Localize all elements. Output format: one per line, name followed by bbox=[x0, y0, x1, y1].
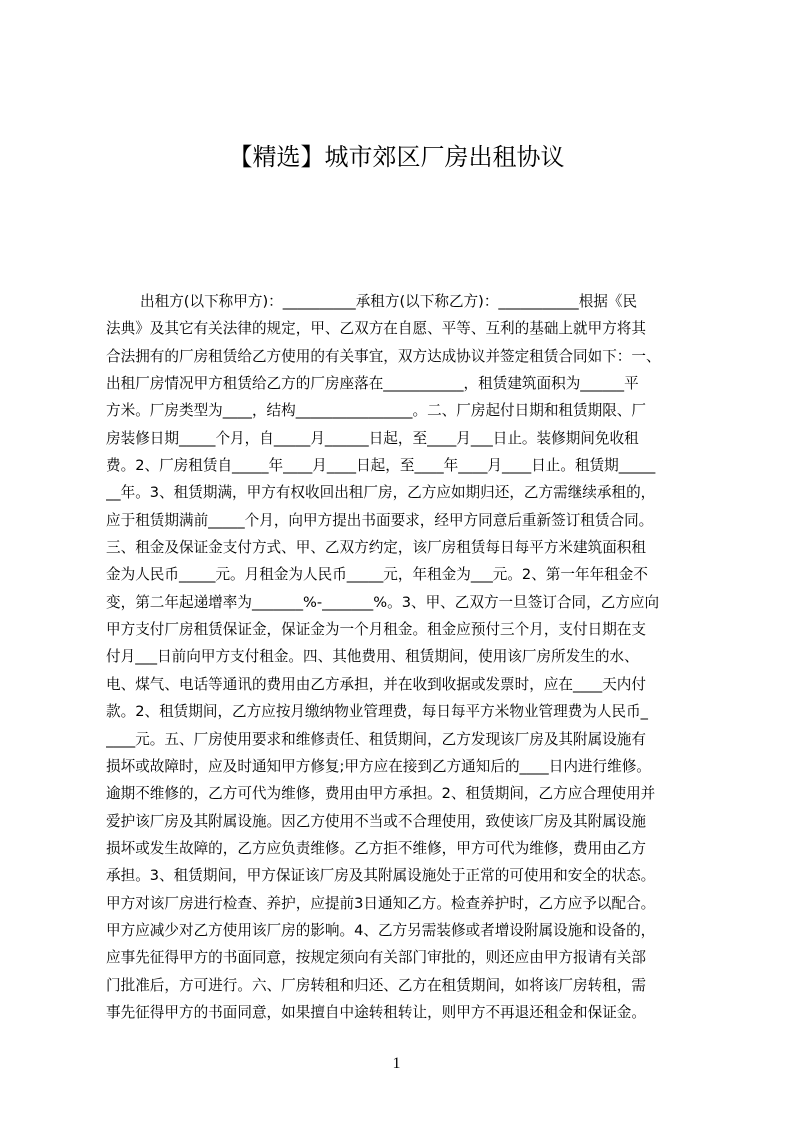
body-line: 甲方对该厂房进行检查、养护，应提前3日通知乙方。检查养护时，乙方应予以配合。 bbox=[106, 894, 656, 912]
body-line: 出租厂房情况甲方租赁给乙方的厂房座落在___________，租赁建筑面积为______平 bbox=[106, 375, 639, 393]
document-title: 【精选】城市郊区厂房出租协议 bbox=[228, 143, 565, 171]
body-line: 承担。3、租赁期间，甲方保证该厂房及其附属设施处于正常的可使用和安全的状态。 bbox=[106, 867, 656, 885]
body-line: 费。2、厂房租赁自_____年____月____日起，至____年____月____日止。租赁期_____ bbox=[106, 457, 656, 475]
body-line: 事先征得甲方的书面同意，如果擅自中途转租转让，则甲方不再退还租金和保证金。 bbox=[106, 1003, 646, 1021]
body-line: 法典》及其它有关法律的规定，甲、乙双方在自愿、平等、互利的基础上就甲方将其 bbox=[106, 320, 646, 338]
body-line: 损坏或故障时，应及时通知甲方修复;甲方应在接到乙方通知后的____日内进行维修。 bbox=[106, 757, 651, 775]
body-line: 付月___日前向甲方支付租金。四、其他费用、租赁期间，使用该厂房所发生的水、 bbox=[106, 648, 639, 666]
body-line: 款。2、租赁期间，乙方应按月缴纳物业管理费，每日每平方米物业管理费为人民币_ bbox=[106, 703, 648, 721]
body-line: ____元。五、厂房使用要求和维修责任、租赁期间，乙方发现该厂房及其附属设施有 bbox=[106, 730, 646, 748]
body-line: 三、租金及保证金支付方式、甲、乙双方约定，该厂房租赁每日每平方米建筑面积租 bbox=[106, 539, 646, 557]
body-line: 金为人民币_____元。月租金为人民币_____元，年租金为___元。2、第一年年租金不 bbox=[106, 566, 648, 584]
body-line: 爱护该厂房及其附属设施。因乙方使用不当或不合理使用，致使该厂房及其附属设施 bbox=[106, 812, 646, 830]
body-line: 房装修日期_____个月，自_____月______日起，至____月___日止。装修期间免收租 bbox=[106, 429, 639, 447]
body-line: __年。3、租赁期满，甲方有权收回出租厂房，乙方应如期归还，乙方需继续承租的， bbox=[106, 484, 656, 502]
body-line: 损坏或发生故障的，乙方应负责维修。乙方拒不维修，甲方可代为维修，费用由乙方 bbox=[106, 839, 646, 857]
body-line: 出租方(以下称甲方)：__________承租方(以下称乙方)：___________根据《民 bbox=[140, 293, 638, 310]
contract-body bbox=[106, 288, 706, 1026]
body-line: 门批准后，方可进行。六、厂房转租和归还、乙方在租赁期间，如将该厂房转租，需 bbox=[106, 976, 646, 994]
body-line: 甲方支付厂房租赁保证金，保证金为一个月租金。租金应预付三个月，支付日期在支 bbox=[106, 621, 646, 639]
body-line: 甲方应减少对乙方使用该厂房的影响。4、乙方另需装修或者增设附属设施和设备的， bbox=[106, 921, 656, 939]
page-number: 1 bbox=[392, 1055, 401, 1072]
body-line: 电、煤气、电话等通讯的费用由乙方承担，并在收到收据或发票时，应在____天内付 bbox=[106, 675, 646, 693]
body-line: 变，第二年起递增率为_______%-_______%。3、甲、乙双方一旦签订合同，乙方应向 bbox=[106, 593, 660, 611]
body-line: 应事先征得甲方的书面同意，按规定须向有关部门审批的，则还应由甲方报请有关部 bbox=[106, 949, 646, 967]
body-line: 逾期不维修的，乙方可代为维修，费用由甲方承担。2、租赁期间，乙方应合理使用并 bbox=[106, 785, 656, 803]
body-line: 方米。厂房类型为____，结构________________。二、厂房起付日期和租赁期限、厂 bbox=[106, 402, 646, 420]
body-line: 应于租赁期满前_____个月，向甲方提出书面要求，经甲方同意后重新签订租赁合同。 bbox=[106, 511, 654, 529]
body-line: 合法拥有的厂房租赁给乙方使用的有关事宜，双方达成协议并签定租赁合同如下：一、 bbox=[106, 347, 661, 365]
